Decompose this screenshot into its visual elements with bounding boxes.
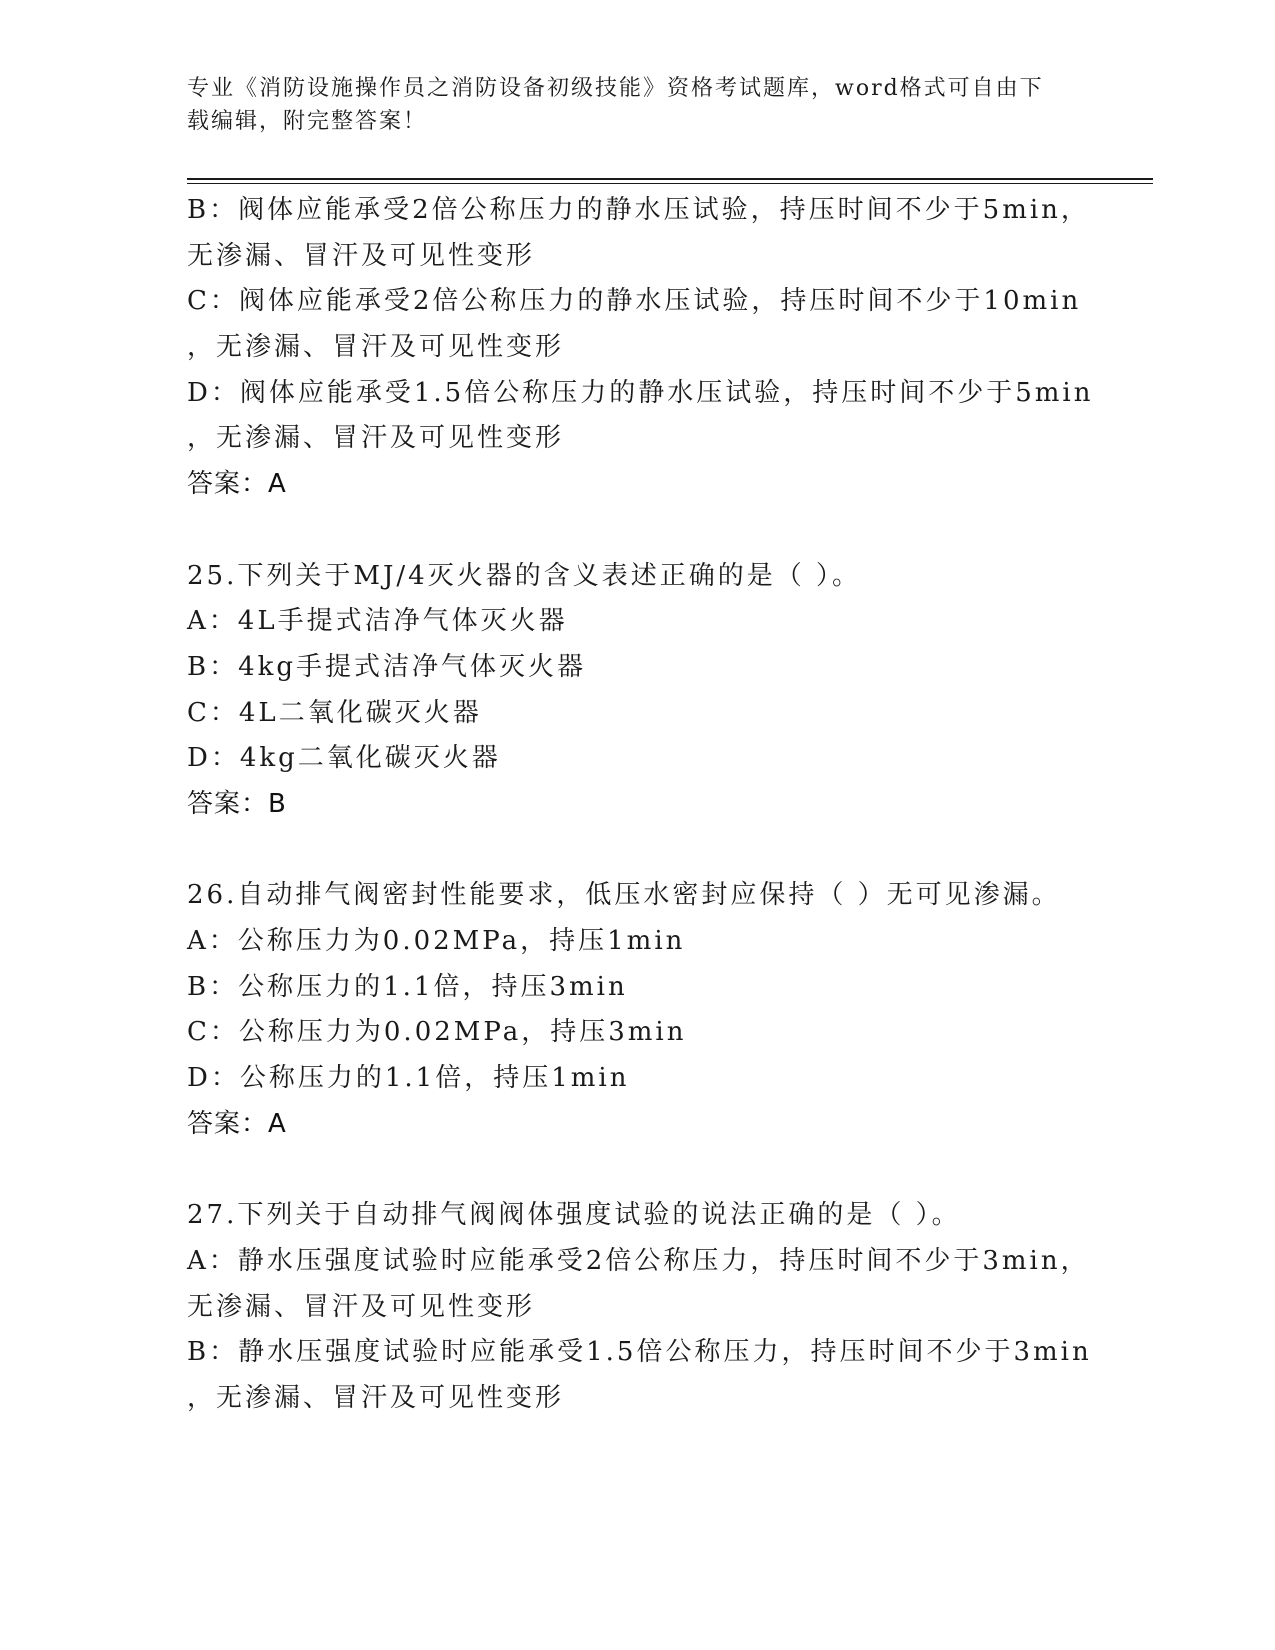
q24-answer: 答案：A	[187, 469, 287, 500]
spacer	[187, 828, 1087, 874]
q27-option-b-line-2: ，无渗漏、冒汗及可见性变形	[187, 1382, 565, 1413]
q24-option-d-line-2: ，无渗漏、冒汗及可见性变形	[187, 423, 565, 454]
q26-option-a: A：公称压力为0.02MPa，持压1min	[187, 926, 686, 956]
q26-answer: 答案：A	[187, 1108, 287, 1139]
spacer	[187, 1147, 1087, 1193]
page-header	[187, 72, 1087, 138]
header-line-2: 载编辑，附完整答案！	[187, 109, 428, 134]
q24-option-c-line-2: ，无渗漏、冒汗及可见性变形	[187, 332, 565, 363]
spacer	[187, 508, 1087, 554]
q27-question: 27.下列关于自动排气阀阀体强度试验的说法正确的是（ ）。	[187, 1200, 961, 1231]
q25-answer: 答案：B	[187, 788, 287, 819]
q25-option-b: B：4kg手提式洁净气体灭火器	[187, 651, 587, 682]
header-line-1: 专业《消防设施操作员之消防设备初级技能》资格考试题库，word格式可自由下	[187, 76, 1044, 101]
question-content	[187, 188, 1094, 1422]
question-25-block	[187, 554, 1087, 828]
question-24-block	[187, 188, 1094, 508]
header-divider-thick	[187, 178, 1153, 180]
q27-option-a-line-1: A：静水压强度试验时应能承受2倍公称压力，持压时间不少于3min，	[187, 1245, 1090, 1276]
q26-option-c: C：公称压力为0.02MPa，持压3min	[187, 1017, 687, 1048]
q27-option-b-line-1: B：静水压强度试验时应能承受1.5倍公称压力，持压时间不少于3min	[187, 1337, 1092, 1368]
q25-question: 25.下列关于MJ/4灭火器的含义表述正确的是（ ）。	[187, 560, 861, 591]
question-27-block	[187, 1193, 1092, 1421]
q26-option-b: B：公称压力的1.1倍，持压3min	[187, 971, 628, 1002]
question-26-block	[187, 873, 1087, 1147]
q25-option-d: D：4kg二氧化碳灭火器	[187, 743, 501, 774]
q25-option-c: C：4L二氧化碳灭火器	[187, 697, 482, 728]
q24-option-b-line-2: 无渗漏、冒汗及可见性变形	[187, 240, 536, 271]
q26-question: 26.自动排气阀密封性能要求，低压水密封应保持（ ）无可见渗漏。	[187, 880, 1061, 911]
q24-option-d-line-1: D：阀体应能承受1.5倍公称压力的静水压试验，持压时间不少于5min	[187, 377, 1094, 408]
q24-option-b-line-1: B：阀体应能承受2倍公称压力的静水压试验，持压时间不少于5min，	[187, 195, 1090, 225]
header-divider-thin	[187, 183, 1153, 184]
q24-option-c-line-1: C：阀体应能承受2倍公称压力的静水压试验，持压时间不少于10min	[187, 286, 1082, 317]
q27-option-a-line-2: 无渗漏、冒汗及可见性变形	[187, 1291, 536, 1322]
q25-option-a: A：4L手提式洁净气体灭火器	[187, 606, 568, 637]
q26-option-d: D：公称压力的1.1倍，持压1min	[187, 1063, 630, 1094]
